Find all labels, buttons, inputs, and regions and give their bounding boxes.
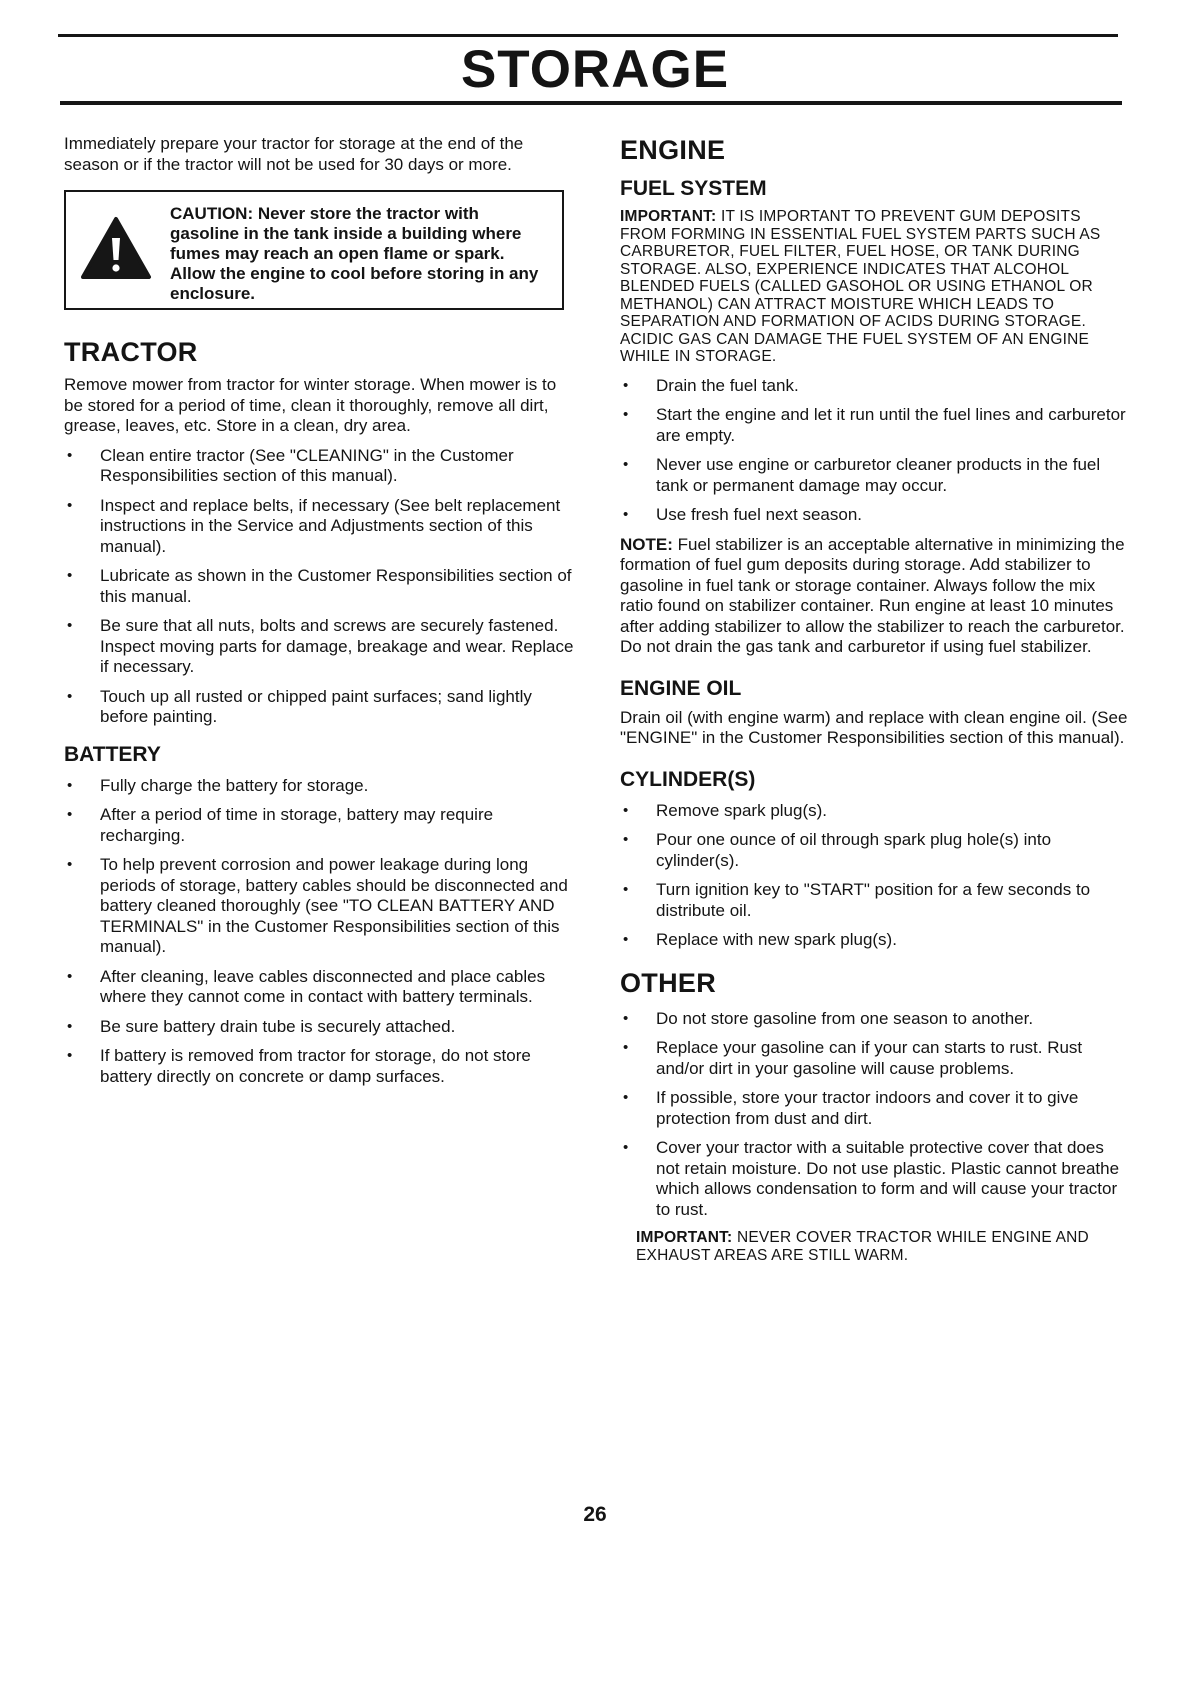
list-item: • Never use engine or carburetor cleaner products in the fuel tank or permanent damage may occur. bbox=[623, 455, 1101, 495]
fuel-system-list bbox=[620, 376, 1128, 526]
bullet-icon: • bbox=[67, 776, 73, 794]
list-item: • Drain the fuel tank. bbox=[623, 375, 799, 395]
list-item: • Fully charge the battery for storage. bbox=[67, 775, 369, 795]
bullet-icon: • bbox=[67, 617, 73, 634]
bullet-icon: • bbox=[67, 967, 73, 985]
engine-oil-paragraph: Drain oil (with engine warm) and replace with clean engine oil. (See "ENGINE" in the Customer Responsibilities section of this manual). bbox=[620, 707, 1128, 747]
list-item: • Inspect and replace belts, if necessary (See belt replacement instructions in the Service and Adjustments section of this manual). bbox=[67, 495, 561, 556]
intro-paragraph: Immediately prepare your tractor for storage at the end of the season or if the tractor will not be used for 30 days or more. bbox=[64, 134, 524, 174]
list-item: • After a period of time in storage, battery may require recharging. bbox=[67, 805, 494, 845]
bullet-icon: • bbox=[67, 567, 73, 584]
list-item: • Do not store gasoline from one season to another. bbox=[623, 1008, 1034, 1028]
page-number: 26 bbox=[583, 1503, 607, 1526]
list-item: • Start the engine and let it run until the fuel lines and carburetor are empty. bbox=[623, 405, 1126, 445]
bullet-icon: • bbox=[67, 856, 73, 873]
other-heading: OTHER bbox=[620, 967, 716, 998]
tractor-list bbox=[64, 446, 574, 728]
engine-oil-heading: ENGINE OIL bbox=[620, 676, 742, 700]
cylinders-heading: CYLINDER(S) bbox=[620, 767, 756, 791]
list-item: • If battery is removed from tractor for storage, do not store battery directly on concrete or damp surfaces. bbox=[67, 1046, 531, 1086]
caution-text: CAUTION: Never store the tractor with gasoline in the tank inside a building where fumes may reach an open flame or spark. Allow the engine to cool before storing in any enclosure. bbox=[170, 204, 539, 303]
other-important-paragraph: IMPORTANT: NEVER COVER TRACTOR WHILE ENGINE AND EXHAUST AREAS ARE STILL WARM. bbox=[636, 1229, 1089, 1264]
battery-list bbox=[64, 776, 574, 1088]
bullet-icon: • bbox=[623, 506, 629, 523]
list-item: • Pour one ounce of oil through spark plug hole(s) into cylinder(s). bbox=[623, 830, 1052, 870]
title-underline bbox=[60, 101, 1122, 105]
bullet-icon: • bbox=[67, 1047, 73, 1064]
bullet-icon: • bbox=[67, 687, 73, 705]
bullet-icon: • bbox=[623, 931, 629, 948]
list-item: • Cover your tractor with a suitable protective cover that does not retain moisture. Do not use plastic. Plastic cannot breathe which allows condensation to form and will cause your tractor to rust. bbox=[623, 1138, 1120, 1219]
fuel-system-heading: FUEL SYSTEM bbox=[620, 177, 767, 200]
left-column bbox=[64, 134, 574, 1096]
battery-heading: BATTERY bbox=[64, 742, 161, 766]
other-list bbox=[620, 1009, 1128, 1221]
bullet-icon: • bbox=[623, 801, 629, 819]
list-item: • Remove spark plug(s). bbox=[623, 800, 828, 820]
bullet-icon: • bbox=[67, 446, 73, 464]
list-item: • Turn ignition key to "START" position for a few seconds to distribute oil. bbox=[623, 880, 1091, 920]
list-item: • Lubricate as shown in the Customer Responsibilities section of this manual. bbox=[67, 566, 572, 606]
list-item: • Be sure that all nuts, bolts and screws are securely fastened. Inspect moving parts for damage, breakage and wear. Replace if necessary. bbox=[67, 616, 574, 676]
tractor-intro: Remove mower from tractor for winter storage. When mower is to be stored for a period of time, clean it thoroughly, remove all dirt, grease, leaves, etc. Store in a clean, dry area. bbox=[64, 375, 557, 435]
bullet-icon: • bbox=[623, 1089, 629, 1106]
list-item: • Touch up all rusted or chipped paint surfaces; sand lightly before painting. bbox=[67, 686, 532, 726]
bullet-icon: • bbox=[623, 1009, 629, 1027]
bullet-icon: • bbox=[67, 1017, 73, 1035]
note-label: NOTE: bbox=[620, 534, 673, 554]
tractor-heading: TRACTOR bbox=[64, 337, 198, 367]
bullet-icon: • bbox=[623, 831, 629, 848]
bullet-icon: • bbox=[623, 881, 629, 898]
engine-heading: ENGINE bbox=[620, 135, 726, 165]
top-rule bbox=[58, 34, 1118, 37]
cylinders-list bbox=[620, 801, 1128, 951]
important-label: IMPORTANT: bbox=[636, 1229, 733, 1246]
fuel-note-paragraph: NOTE: Fuel stabilizer is an acceptable alternative in minimizing the formation of fuel gum deposits during storage. Add stabilizer to gasoline in fuel tank or storage container. Always follow the mix ratio found on stabilizer container. Run engine at least 10 minutes after adding stabilizer to allow the stabilizer to reach the carburetor. Do not drain the gas tank and carburetor if using fuel stabilizer. bbox=[620, 534, 1125, 656]
bullet-icon: • bbox=[67, 806, 73, 823]
bullet-icon: • bbox=[623, 456, 629, 473]
list-item: • Replace your gasoline can if your can starts to rust. Rust and/or dirt in your gasoline will cause problems. bbox=[623, 1038, 1083, 1078]
warning-triangle-icon bbox=[80, 216, 152, 280]
list-item: • To help prevent corrosion and power leakage during long periods of storage, battery cables should be disconnected and battery cleaned thoroughly (see "TO CLEAN BATTERY AND TERMINALS" in the Customer Responsibilities section of this manual). bbox=[67, 855, 568, 956]
caution-box bbox=[64, 190, 564, 310]
list-item: • Be sure battery drain tube is securely attached. bbox=[67, 1016, 456, 1036]
list-item: • Replace with new spark plug(s). bbox=[623, 930, 897, 949]
page-title: STORAGE bbox=[460, 40, 730, 99]
list-item: • Use fresh fuel next season. bbox=[623, 505, 863, 524]
bullet-icon: • bbox=[623, 1139, 629, 1156]
list-item: • After cleaning, leave cables disconnected and place cables where they cannot come in contact with battery terminals. bbox=[67, 966, 546, 1006]
list-item: • Clean entire tractor (See "CLEANING" in the Customer Responsibilities section of this manual). bbox=[67, 445, 514, 485]
bullet-icon: • bbox=[623, 406, 629, 423]
important-label: IMPORTANT: bbox=[620, 208, 717, 225]
bullet-icon: • bbox=[623, 376, 629, 394]
bullet-icon: • bbox=[623, 1039, 629, 1056]
right-column bbox=[620, 134, 1128, 1264]
fuel-important-paragraph: IMPORTANT: IT IS IMPORTANT TO PREVENT GUM DEPOSITS FROM FORMING IN ESSENTIAL FUEL SYSTEM PARTS SUCH AS CARBURETOR, FUEL FILTER, FUEL HOSE, OR TANK DURING STORAGE. ALSO, EXPERIENCE INDICATES THAT ALCOHOL BLENDED FUELS (CALLED GASOHOL OR USING ETHANOL OR METHANOL) CAN ATTRACT MOISTURE WHICH LEADS TO SEPARATION AND FORMATION OF ACIDS DURING STORAGE. ACIDIC GAS CAN DAMAGE THE FUEL SYSTEM OF AN ENGINE WHILE IN STORAGE. bbox=[620, 208, 1101, 365]
list-item: • If possible, store your tractor indoors and cover it to give protection from dust and dirt. bbox=[623, 1088, 1079, 1128]
bullet-icon: • bbox=[67, 496, 73, 514]
